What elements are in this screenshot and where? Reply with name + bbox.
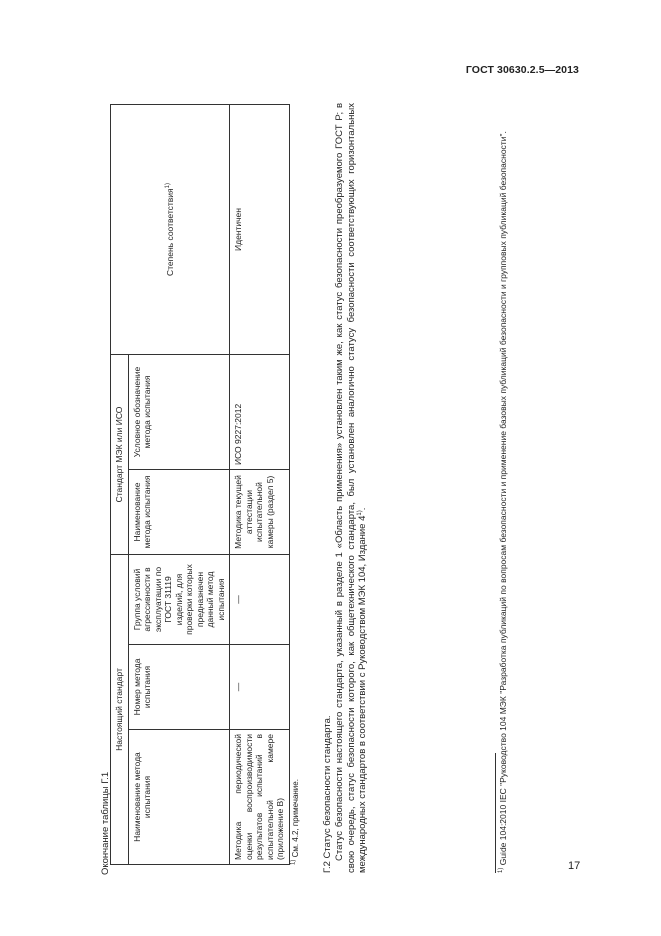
header-method-number: Номер метода испытания	[128, 645, 230, 730]
table-note-text: См. 4.2, примечание.	[291, 779, 300, 858]
cell-intl-designation: ИСО 9227:2012	[230, 355, 290, 470]
section-paragraph-sup: 1)	[357, 510, 364, 516]
header-condition-group: Группа условий агрессивности в эксплуатации по ГОСТ 31119 изделий, для проверки которых предназначен данный метод испытания	[128, 555, 230, 645]
header-group-national: Настоящий стандарт	[111, 555, 129, 865]
table-note	[290, 779, 302, 865]
header-degree: Степень соответствия	[164, 188, 175, 276]
header-group-international: Стандарт МЭК или ИСО	[111, 355, 129, 555]
header-intl-designation: Условное обозначение метода испытания	[128, 355, 230, 470]
table-caption: Окончание таблицы Г.1	[100, 771, 111, 875]
page-number: 17	[568, 860, 581, 872]
cell-condition-group: —	[230, 555, 290, 645]
cell-degree: Идентичен	[230, 105, 290, 355]
cell-intl-method-name: Методика текущей аттестации испытательной камеры (раздел 5)	[230, 470, 290, 555]
footnote-text: Guide 104:2010 IEC "Руководство 104 МЭК "Разработка публикаций по вопросам безопасности и применение базовых публикаций безопасности и групповых публикаций безопасности".	[498, 131, 508, 866]
header-method-name: Наименование метода испытания	[128, 730, 230, 865]
cell-method-number: —	[230, 645, 290, 730]
header-degree-sup: 1)	[164, 183, 171, 189]
footnote-sup: 1)	[498, 867, 505, 873]
section-paragraph-end: .	[357, 507, 369, 511]
document-id: ГОСТ 30630.2.5—2013	[465, 64, 579, 76]
cell-method-name: Методика периодической оценки воспроизводимости результатов испытаний в испытательной камере (приложение В)	[230, 730, 290, 865]
footnote-rule	[495, 753, 496, 873]
table-note-sup: 1)	[290, 859, 297, 865]
table-g1	[110, 104, 290, 865]
rotated-content	[98, 95, 568, 883]
header-degree-cell	[111, 105, 230, 355]
header-intl-method-name: Наименование метода испытания	[128, 470, 230, 555]
section-heading: Г.2 Статус безопасности стандарта.	[322, 715, 333, 873]
footnote	[498, 113, 509, 873]
section-paragraph-text: Статус безопасности настоящего стандарта, указанный в разделе 1 «Область применения» установлен таким же, как статус безопасности преобразуемого ГОСТ Р; в свою очередь, статус безопасности которого, как общетехнического стандарта, был установлен аналогично статусу безопасности соответствующих горизонтальных международных стандартов в соответствии с Руководством МЭК 104, Издание 4	[333, 103, 369, 873]
section-paragraph	[334, 103, 369, 873]
section-g2	[322, 103, 369, 873]
